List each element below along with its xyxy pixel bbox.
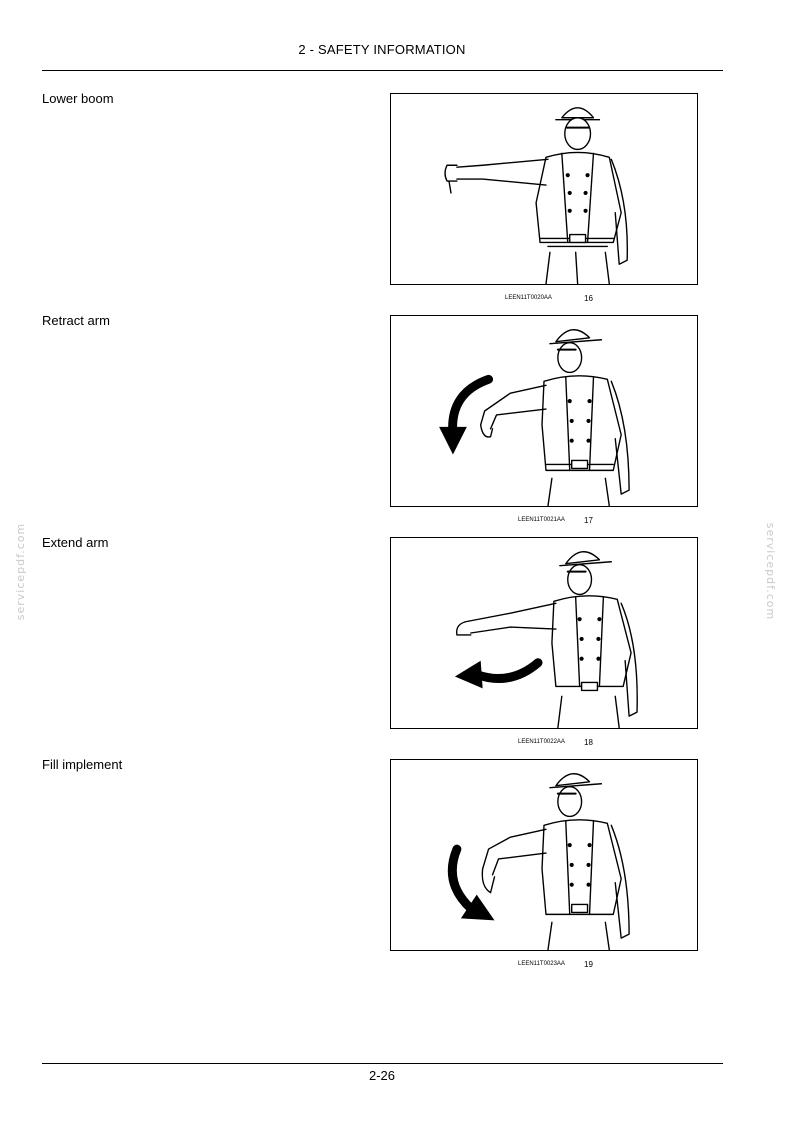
figure-number: 18 xyxy=(584,738,593,747)
figure-extend-arm xyxy=(390,537,698,729)
signal-fill-implement-illustration xyxy=(391,760,697,950)
watermark-left: servicepdf.com xyxy=(14,522,28,621)
signal-extend-arm-illustration xyxy=(391,538,697,728)
watermark-right: servicepdf.com xyxy=(764,522,778,621)
figure-retract-arm xyxy=(390,315,698,507)
figure-caption-16 xyxy=(505,294,593,303)
figure-caption-19 xyxy=(518,960,593,969)
figure-code: LEEN11T0023AA xyxy=(518,961,565,967)
figure-number: 16 xyxy=(584,294,593,303)
figure-fill-implement xyxy=(390,759,698,951)
figure-code: LEEN11T0020AA xyxy=(505,295,552,301)
signal-retract-arm-illustration xyxy=(391,316,697,506)
figure-caption-18 xyxy=(518,738,593,747)
figure-code: LEEN11T0021AA xyxy=(518,517,565,523)
figure-code: LEEN11T0022AA xyxy=(518,739,565,745)
signal-lower-boom-illustration xyxy=(391,94,697,284)
figure-lower-boom xyxy=(390,93,698,285)
footer-rule xyxy=(42,1063,723,1064)
header-rule xyxy=(42,70,723,71)
section-label-retract-arm: Retract arm xyxy=(42,313,110,328)
figure-number: 19 xyxy=(584,960,593,969)
page-number: 2-26 xyxy=(368,1068,396,1083)
section-label-lower-boom: Lower boom xyxy=(42,91,114,106)
page-header-title: 2 - SAFETY INFORMATION xyxy=(298,42,466,57)
figure-caption-17 xyxy=(518,516,593,525)
section-label-extend-arm: Extend arm xyxy=(42,535,109,550)
figure-number: 17 xyxy=(584,516,593,525)
section-label-fill-implement: Fill implement xyxy=(42,757,123,772)
